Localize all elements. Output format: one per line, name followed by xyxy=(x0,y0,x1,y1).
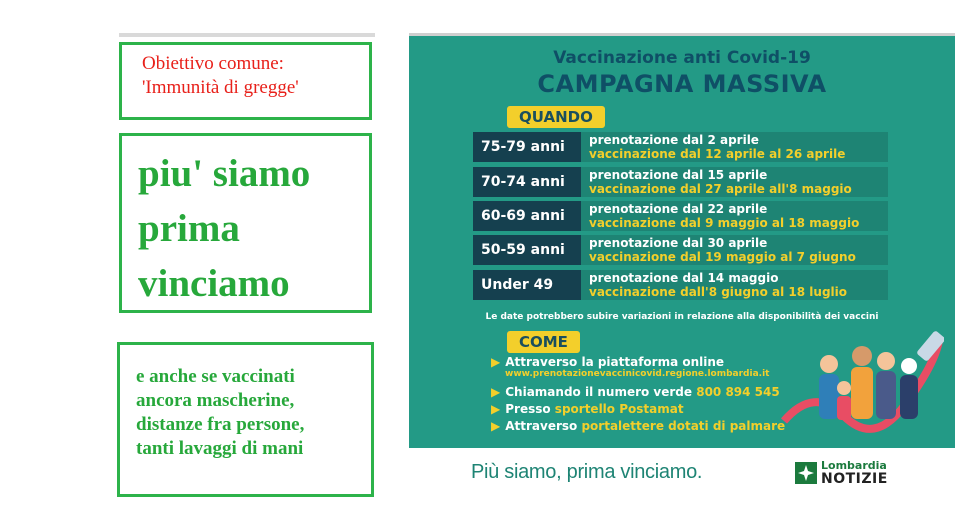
age-group: 75-79 anni xyxy=(473,132,581,162)
precautions-line-1: e anche se vaccinati xyxy=(136,366,295,387)
booking-date: prenotazione dal 2 aprile xyxy=(589,133,759,147)
precautions-line-3: distanze fra persone, xyxy=(136,414,305,435)
regional-cross-icon xyxy=(795,462,817,484)
precautions-line-4: tanti lavaggi di mani xyxy=(136,438,304,459)
lombardia-notizie-logo xyxy=(795,458,895,488)
booking-date: prenotazione dal 15 aprile xyxy=(589,168,768,182)
schedule-row xyxy=(473,201,888,231)
vaccination-poster xyxy=(409,36,955,496)
schedule-row xyxy=(473,167,888,197)
top-rule-left xyxy=(119,33,375,37)
booking-url: www.prenotazionevaccinicovid.regione.lombardia.it xyxy=(505,369,770,379)
family-illustration xyxy=(774,326,944,446)
vaccination-dates: vaccinazione dall'8 giugno al 18 luglio xyxy=(589,285,847,299)
vaccination-dates: vaccinazione dal 9 maggio al 18 maggio xyxy=(589,216,860,230)
logo-line-1: Lombardia xyxy=(821,459,887,472)
poster-footer xyxy=(409,448,955,496)
method-phone: ▶ Chiamando il numero verde 800 894 545 xyxy=(491,385,780,399)
age-group: Under 49 xyxy=(473,270,581,300)
schedule-row xyxy=(473,235,888,265)
objective-line-2: 'Immunità di gregge' xyxy=(142,77,299,98)
slogan-line-3: vinciamo xyxy=(138,262,290,305)
slogan-line-2: prima xyxy=(138,207,240,250)
vaccination-dates: vaccinazione dal 19 maggio al 7 giugno xyxy=(589,250,856,264)
method-online: ▶ Attraverso la piattaforma online xyxy=(491,355,725,369)
when-label: QUANDO xyxy=(507,106,605,128)
method-postamat: ▶ Presso sportello Postamat xyxy=(491,402,684,416)
slogan-line-1: piu' siamo xyxy=(138,152,311,195)
schedule-row xyxy=(473,132,888,162)
booking-date: prenotazione dal 30 aprile xyxy=(589,236,768,250)
age-group: 50-59 anni xyxy=(473,235,581,265)
objective-box xyxy=(119,42,372,120)
booking-date: prenotazione dal 22 aprile xyxy=(589,202,768,216)
objective-line-1: Obiettivo comune: xyxy=(142,53,284,74)
vaccination-dates: vaccinazione dal 27 aprile all'8 maggio xyxy=(589,182,852,196)
poster-title: Vaccinazione anti Covid-19 xyxy=(553,48,811,68)
precautions-box xyxy=(117,342,374,497)
arrow-right-icon: ▶ xyxy=(491,402,501,416)
schedule-row xyxy=(473,270,888,300)
method-postman: ▶ Attraverso portalettere dotati di palmare xyxy=(491,419,786,433)
arrow-right-icon: ▶ xyxy=(491,385,501,399)
poster-subtitle: CAMPAGNA MASSIVA xyxy=(537,70,827,98)
how-label: COME xyxy=(507,331,580,353)
arrow-right-icon: ▶ xyxy=(491,355,501,369)
booking-date: prenotazione dal 14 maggio xyxy=(589,271,779,285)
footer-slogan: Più siamo, prima vinciamo. xyxy=(471,461,703,483)
vaccination-dates: vaccinazione dal 12 aprile al 26 aprile xyxy=(589,147,846,161)
slogan-box xyxy=(119,133,372,313)
age-group: 60-69 anni xyxy=(473,201,581,231)
disclaimer-note: Le date potrebbero subire variazioni in relazione alla disponibilità dei vaccini xyxy=(485,312,879,322)
precautions-line-2: ancora mascherine, xyxy=(136,390,295,411)
age-group: 70-74 anni xyxy=(473,167,581,197)
arrow-right-icon: ▶ xyxy=(491,419,501,433)
logo-line-2: NOTIZIE xyxy=(821,471,888,487)
